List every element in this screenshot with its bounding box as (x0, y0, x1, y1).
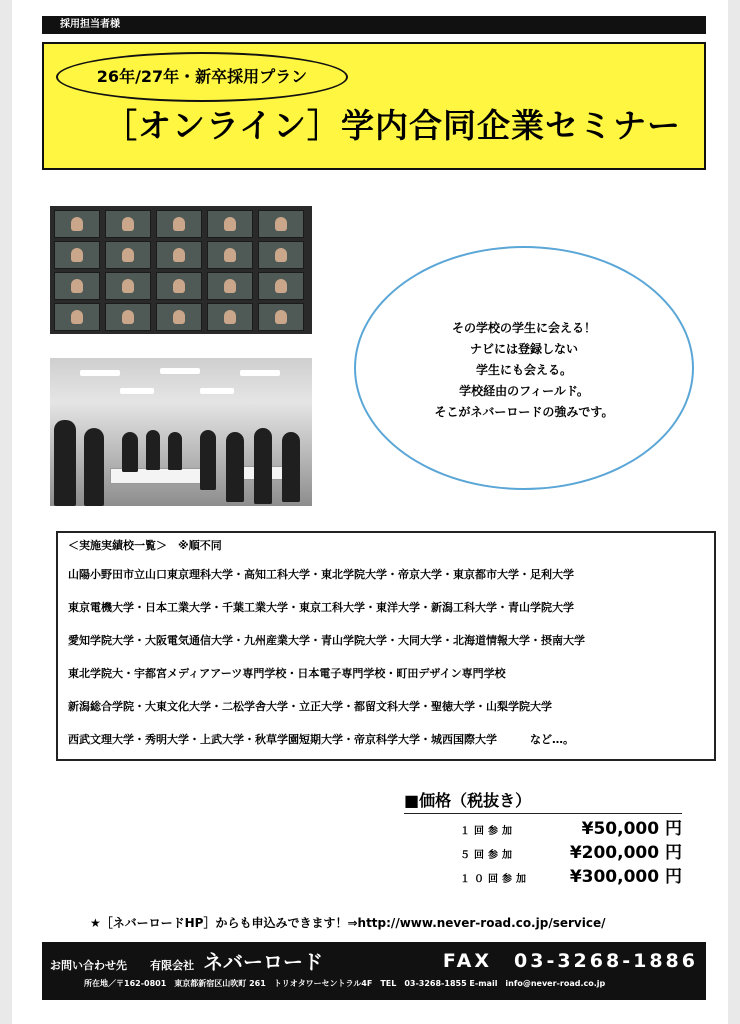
price-value: ¥300,000 円 (569, 867, 682, 887)
bubble-line: その学校の学生に会える！ (451, 321, 596, 335)
video-tile (258, 272, 304, 300)
video-tile (105, 210, 151, 238)
school-list-box (56, 531, 716, 761)
ceiling-light (160, 368, 200, 374)
video-tile (156, 241, 202, 269)
video-tile (258, 210, 304, 238)
pricing-heading: ■価格（税抜き） (404, 788, 682, 814)
attendee (168, 432, 182, 470)
plan-oval: 26年/27年・新卒採用プラン (56, 52, 348, 102)
price-value: ¥50,000 円 (581, 819, 682, 839)
bubble-line: 学校経由のフィールド。 (459, 384, 589, 398)
price-label: １回参加 (460, 826, 516, 837)
school-line: 愛知学院大学・大阪電気通信大学・九州産業大学・青山学院大学・大同大学・北海道情報大学・摂南大学 (68, 634, 585, 647)
headline: ［オンライン］学内合同企業セミナー (104, 106, 682, 145)
fax-number: FAX 03-3268-1886 (442, 950, 698, 972)
attendee (282, 432, 300, 502)
video-tile (105, 241, 151, 269)
video-tile (156, 303, 202, 331)
price-label: ５回参加 (460, 850, 516, 861)
school-line: 山陽小野田市立山口東京理科大学・高知工科大学・東北学院大学・帝京大学・東京都市大学・足利大学 (68, 568, 574, 581)
school-line: 西武文理大学・秀明大学・上武大学・秋草学園短期大学・帝京科学大学・城西国際大学 など…。 (68, 733, 574, 746)
price-row (460, 814, 682, 839)
audience-label: 採用担当者様 (42, 16, 706, 34)
price-row (460, 862, 682, 887)
attendee (122, 432, 138, 472)
price-label: １０回参加 (460, 874, 530, 885)
video-tile (207, 303, 253, 331)
contact-footer (42, 942, 706, 1000)
online-meeting-photo (50, 206, 312, 334)
attendee (254, 428, 272, 504)
video-tile (156, 272, 202, 300)
ceiling-light (80, 370, 120, 376)
video-tile (156, 210, 202, 238)
company-address: 所在地／〒162-0801 東京都新宿区山吹町 261 トリオタワーセントラル4F TEL 03-3268-1855 E-mail info@never-road.co.jp (84, 979, 606, 988)
strength-bubble (354, 246, 694, 490)
school-line: 東北学院大・宇都宮メディアアーツ専門学校・日本電子専門学校・町田デザイン専門学校 (68, 667, 506, 680)
video-tile (258, 241, 304, 269)
video-tile (54, 272, 100, 300)
video-tile (54, 303, 100, 331)
attendee (84, 428, 104, 506)
attendee (226, 432, 244, 502)
bubble-line: 学生にも会える。 (475, 363, 572, 377)
company-name: ネバーロード (203, 950, 323, 974)
school-line: 東京電機大学・日本工業大学・千葉工業大学・東京工科大学・東洋大学・新潟工科大学・青山学院大学 (68, 601, 574, 614)
school-line: 新潟総合学院・大東文化大学・二松学舎大学・立正大学・都留文科大学・聖徳大学・山梨学院大学 (68, 700, 552, 713)
video-tile (258, 303, 304, 331)
video-tile (105, 303, 151, 331)
attendee (200, 430, 216, 490)
video-tile (207, 210, 253, 238)
bubble-text (356, 318, 692, 423)
video-tile (207, 241, 253, 269)
video-tile (207, 272, 253, 300)
contact-label: お問い合わせ先 (50, 959, 127, 972)
bubble-line: そこがネバーロードの強みです。 (434, 405, 614, 419)
attendee (146, 430, 160, 470)
video-tile (54, 241, 100, 269)
price-value: ¥200,000 円 (569, 843, 682, 863)
price-row (460, 838, 682, 863)
footer-main-line (50, 946, 698, 975)
video-tile (105, 272, 151, 300)
apply-link-text[interactable]: ★［ネバーロードHP］からも申込みできます！⇒http://www.never-road.co.jp/service/ (90, 916, 606, 930)
title-banner (42, 42, 706, 170)
ceiling-light (200, 388, 234, 394)
ceiling-light (240, 370, 280, 376)
bubble-line: ナビには登録しない (469, 342, 578, 356)
school-list-heading: ＜実施実績校一覧＞ ※順不同 (68, 539, 222, 552)
attendee (54, 420, 76, 506)
video-tile (54, 210, 100, 238)
company-type: 有限会社 (150, 959, 195, 972)
seminar-room-photo (50, 358, 312, 506)
ceiling-light (120, 388, 154, 394)
